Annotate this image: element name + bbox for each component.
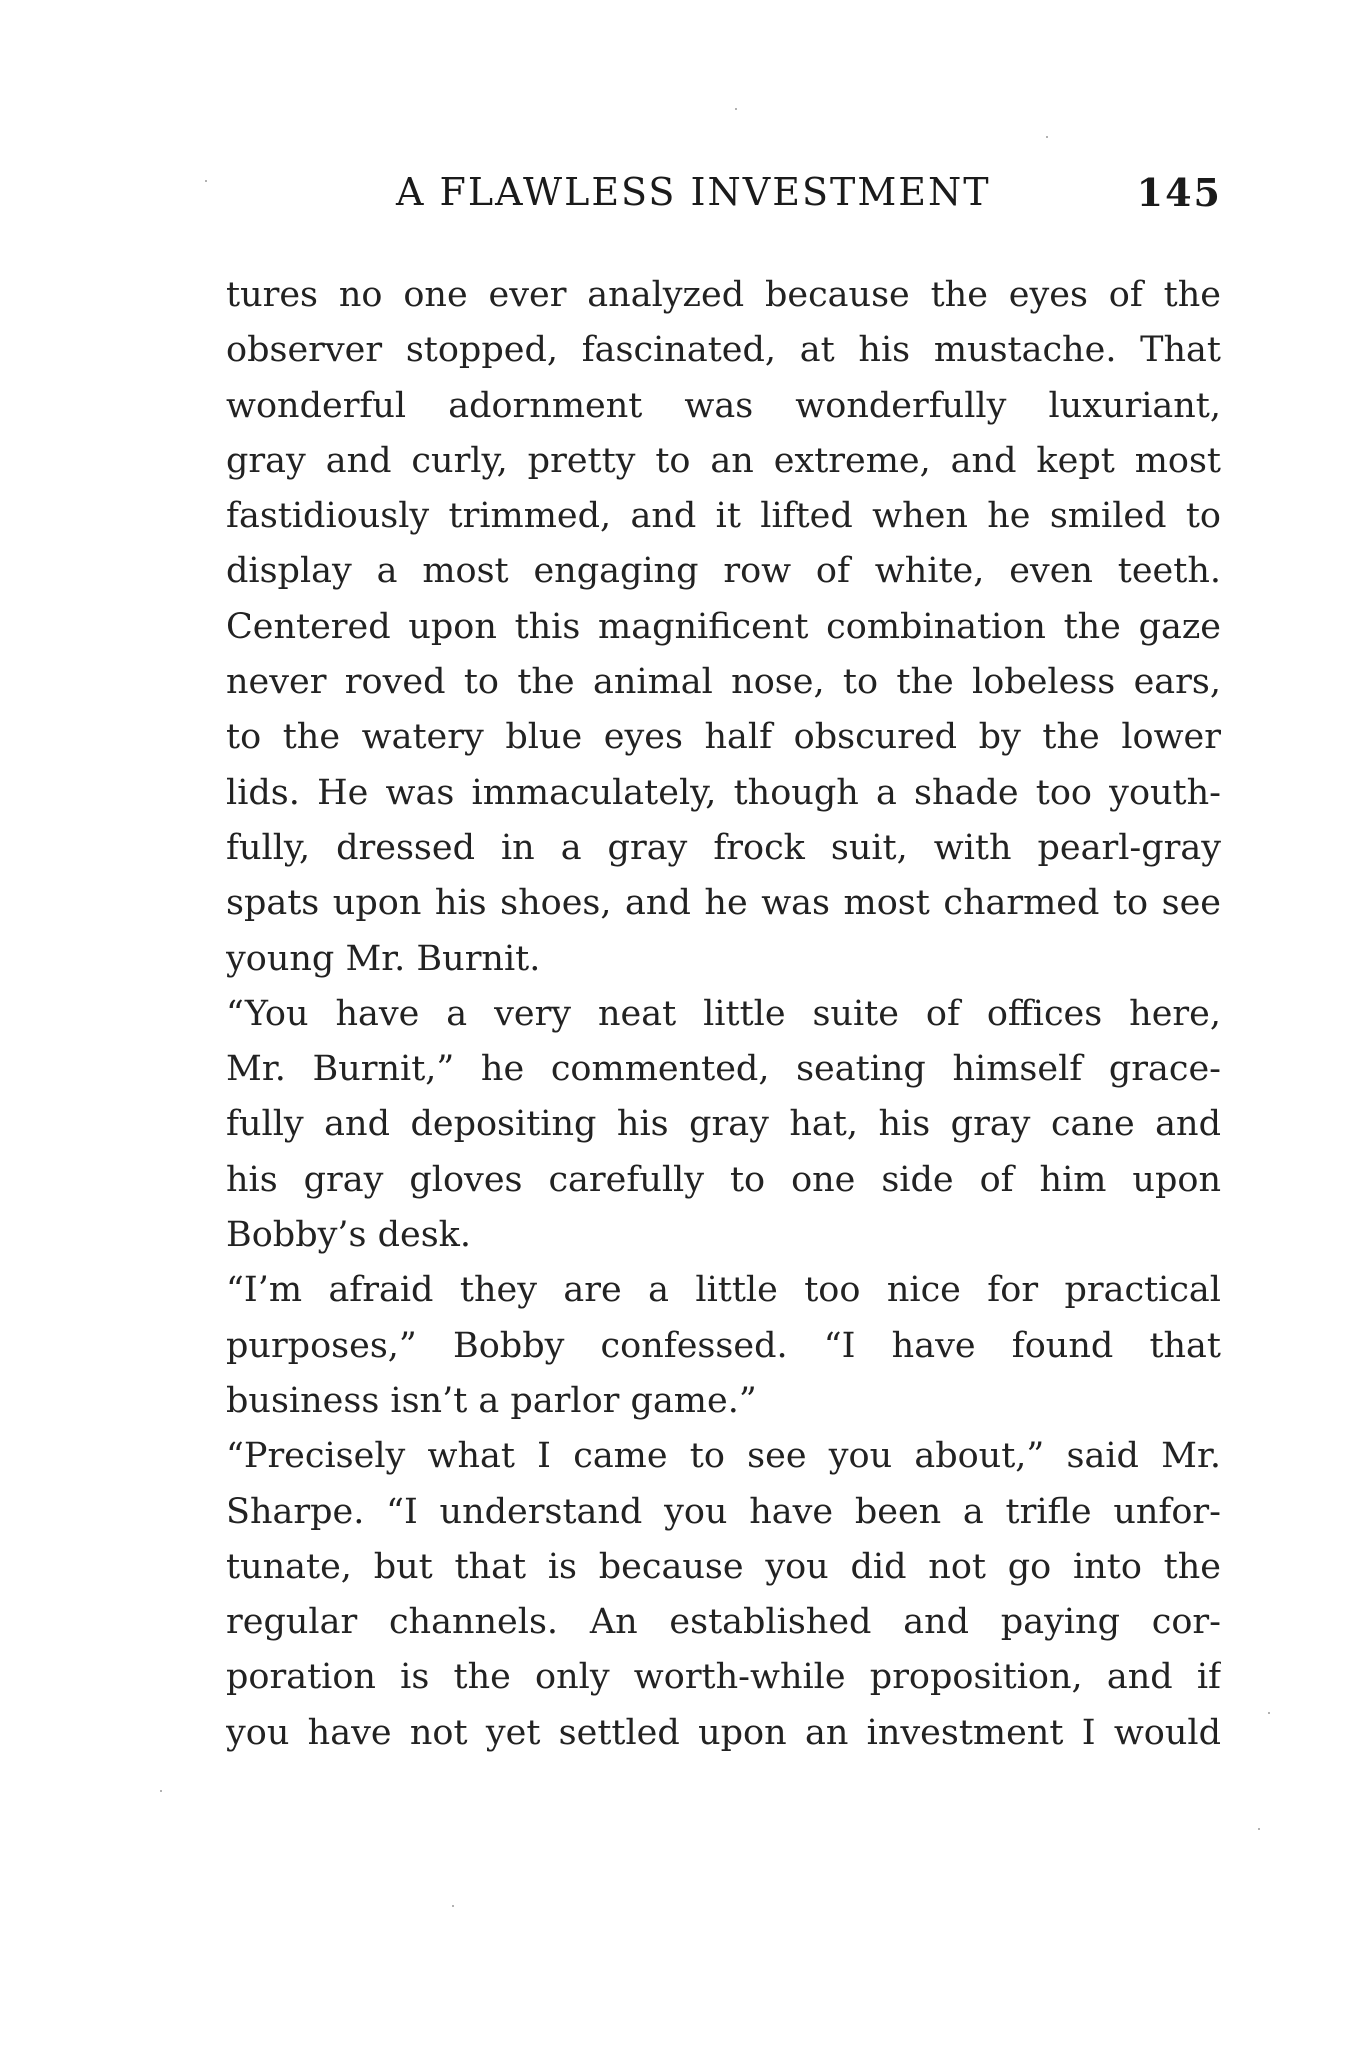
text-line: purposes,” Bobby confessed. “I have found that	[226, 1325, 1221, 1366]
text-line: Bobby’s desk.	[226, 1215, 471, 1256]
text-line: tures no one ever analyzed because the eyes of the	[226, 275, 1221, 315]
paper-speck	[205, 180, 207, 182]
paper-speck	[735, 108, 737, 110]
text-line: young Mr. Burnit.	[226, 938, 541, 979]
text-line: tunate, but that is because you did not go into the	[226, 1546, 1221, 1587]
text-line: fully, dressed in a gray frock suit, with pearl-gray	[226, 827, 1221, 868]
text-line: wonderful adornment was wonderfully luxuriant,	[226, 385, 1221, 426]
text-line: Sharpe. “I understand you have been a trifle unfor-	[226, 1491, 1221, 1532]
text-line: you have not yet settled upon an investment I would	[226, 1712, 1221, 1753]
text-line: spats upon his shoes, and he was most charmed to see	[226, 883, 1221, 924]
text-line: gray and curly, pretty to an extreme, and kept most	[226, 440, 1221, 481]
body-text	[226, 268, 1221, 1761]
text-line: “You have a very neat little suite of offices here,	[226, 993, 1221, 1034]
chapter-title: A FLAWLESS INVESTMENT	[396, 170, 991, 214]
paper-speck	[452, 1905, 454, 1907]
text-line: never roved to the animal nose, to the lobeless ears,	[226, 662, 1221, 703]
text-line: lids. He was immaculately, though a shade too youth-	[226, 772, 1221, 813]
text-line: observer stopped, fascinated, at his mustache. That	[226, 330, 1221, 371]
paper-speck	[1258, 1828, 1260, 1830]
running-head	[396, 170, 1226, 222]
text-line: to the watery blue eyes half obscured by the lower	[226, 717, 1221, 758]
text-line: Mr. Burnit,” he commented, seating himself grace-	[226, 1049, 1221, 1090]
paper-speck	[160, 1790, 162, 1792]
text-line: “I’m afraid they are a little too nice for practical	[226, 1270, 1221, 1311]
text-line: Centered upon this magnificent combination the gaze	[226, 606, 1221, 647]
text-line: fully and depositing his gray hat, his gray cane and	[226, 1104, 1221, 1145]
text-line: poration is the only worth-while proposition, and if	[226, 1657, 1221, 1698]
text-line: business isn’t a parlor game.”	[226, 1380, 757, 1421]
text-line: display a most engaging row of white, even teeth.	[226, 551, 1221, 592]
text-line: his gray gloves carefully to one side of him upon	[226, 1159, 1221, 1200]
text-line: fastidiously trimmed, and it lifted when he smiled to	[226, 496, 1221, 537]
paper-speck	[1268, 1712, 1270, 1714]
text-line: “Precisely what I came to see you about,” said Mr.	[226, 1436, 1221, 1477]
page-number: 145	[1136, 170, 1222, 215]
text-line: regular channels. An established and paying cor-	[226, 1602, 1221, 1643]
paper-speck	[1046, 136, 1048, 138]
